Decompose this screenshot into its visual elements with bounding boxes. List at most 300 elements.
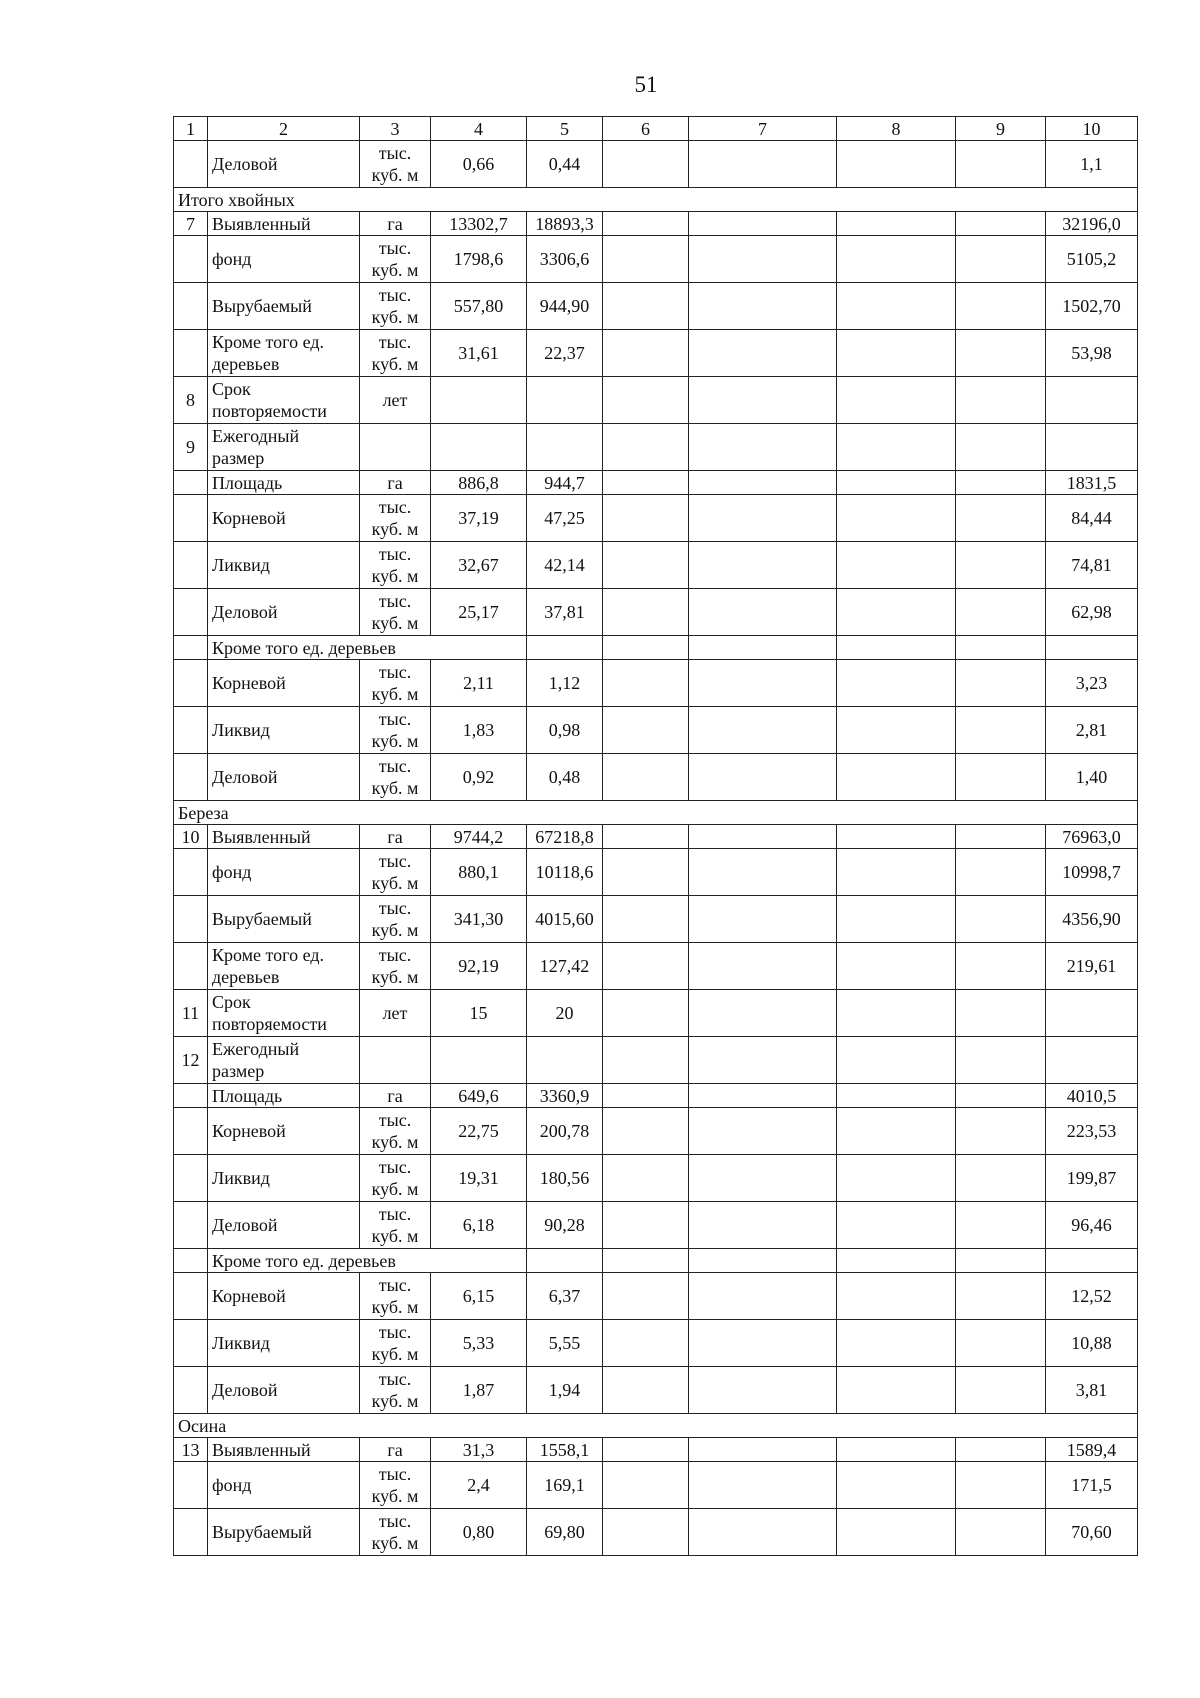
empty-cell [603, 1249, 689, 1273]
indicator-name: Ежегодный размер [208, 1037, 360, 1084]
value-col8 [837, 1202, 956, 1249]
value-col4: 649,6 [431, 1084, 527, 1108]
indicator-name: Площадь [208, 1084, 360, 1108]
value-col7 [689, 825, 837, 849]
table-row [174, 1320, 1138, 1367]
table-row [174, 542, 1138, 589]
row-number: 11 [174, 990, 208, 1037]
value-col10: 3,81 [1046, 1367, 1138, 1414]
value-col5: 47,25 [527, 495, 603, 542]
subsection-label: Кроме того ед. деревьев [208, 1249, 527, 1273]
value-col8 [837, 1509, 956, 1556]
value-col5 [527, 424, 603, 471]
value-col4: 25,17 [431, 589, 527, 636]
indicator-name: Вырубаемый [208, 283, 360, 330]
value-col7 [689, 849, 837, 896]
value-col4: 880,1 [431, 849, 527, 896]
value-col5: 90,28 [527, 1202, 603, 1249]
value-col10: 74,81 [1046, 542, 1138, 589]
value-col4: 0,92 [431, 754, 527, 801]
value-col10: 1831,5 [1046, 471, 1138, 495]
row-number [174, 471, 208, 495]
value-col6 [603, 660, 689, 707]
empty-cell [527, 1249, 603, 1273]
unit-cell: тыс. куб. м [360, 943, 431, 990]
value-col8 [837, 141, 956, 188]
value-col8 [837, 896, 956, 943]
table-row [174, 283, 1138, 330]
value-col8 [837, 212, 956, 236]
value-col10: 10998,7 [1046, 849, 1138, 896]
value-col4: 37,19 [431, 495, 527, 542]
row-number [174, 754, 208, 801]
value-col6 [603, 471, 689, 495]
value-col7 [689, 236, 837, 283]
value-col9 [956, 1155, 1046, 1202]
value-col8 [837, 660, 956, 707]
value-col8 [837, 1438, 956, 1462]
value-col7 [689, 1509, 837, 1556]
row-number [174, 141, 208, 188]
value-col4: 886,8 [431, 471, 527, 495]
indicator-name: Вырубаемый [208, 1509, 360, 1556]
row-number [174, 1509, 208, 1556]
value-col6 [603, 283, 689, 330]
unit-cell: тыс. куб. м [360, 754, 431, 801]
table-row [174, 1108, 1138, 1155]
column-header: 3 [360, 117, 431, 141]
unit-cell: тыс. куб. м [360, 1509, 431, 1556]
value-col8 [837, 990, 956, 1037]
row-number [174, 1367, 208, 1414]
unit-cell: тыс. куб. м [360, 1320, 431, 1367]
value-col7 [689, 141, 837, 188]
empty-cell [837, 636, 956, 660]
column-header-row [174, 117, 1138, 141]
value-col9 [956, 943, 1046, 990]
value-col5: 67218,8 [527, 825, 603, 849]
indicator-name: Вырубаемый [208, 896, 360, 943]
value-col9 [956, 754, 1046, 801]
value-col9 [956, 1037, 1046, 1084]
value-col10: 1,40 [1046, 754, 1138, 801]
value-col6 [603, 212, 689, 236]
value-col10: 76963,0 [1046, 825, 1138, 849]
value-col7 [689, 589, 837, 636]
table-row [174, 330, 1138, 377]
value-col6 [603, 330, 689, 377]
value-col8 [837, 424, 956, 471]
value-col9 [956, 1509, 1046, 1556]
value-col6 [603, 896, 689, 943]
value-col7 [689, 212, 837, 236]
table-row [174, 1155, 1138, 1202]
table-row [174, 495, 1138, 542]
value-col5: 1558,1 [527, 1438, 603, 1462]
subsection-label: Кроме того ед. деревьев [208, 636, 527, 660]
unit-cell: тыс. куб. м [360, 542, 431, 589]
section-label: Береза [174, 801, 1138, 825]
unit-cell: тыс. куб. м [360, 236, 431, 283]
value-col4: 15 [431, 990, 527, 1037]
value-col10 [1046, 990, 1138, 1037]
value-col8 [837, 471, 956, 495]
value-col9 [956, 707, 1046, 754]
value-col9 [956, 849, 1046, 896]
value-col10: 4010,5 [1046, 1084, 1138, 1108]
value-col7 [689, 471, 837, 495]
value-col4: 31,3 [431, 1438, 527, 1462]
value-col5: 3306,6 [527, 236, 603, 283]
empty-cell [837, 1249, 956, 1273]
value-col7 [689, 707, 837, 754]
value-col10: 5105,2 [1046, 236, 1138, 283]
table-row [174, 849, 1138, 896]
value-col6 [603, 1037, 689, 1084]
value-col4 [431, 424, 527, 471]
value-col9 [956, 1108, 1046, 1155]
value-col10: 53,98 [1046, 330, 1138, 377]
value-col10: 219,61 [1046, 943, 1138, 990]
row-number [174, 660, 208, 707]
value-col7 [689, 1367, 837, 1414]
value-col9 [956, 1202, 1046, 1249]
value-col6 [603, 1084, 689, 1108]
value-col10: 171,5 [1046, 1462, 1138, 1509]
value-col9 [956, 471, 1046, 495]
value-col9 [956, 542, 1046, 589]
value-col10: 3,23 [1046, 660, 1138, 707]
value-col5: 22,37 [527, 330, 603, 377]
row-number [174, 236, 208, 283]
table-row [174, 1509, 1138, 1556]
value-col6 [603, 1462, 689, 1509]
indicator-name: Срок повторяемости [208, 990, 360, 1037]
value-col6 [603, 542, 689, 589]
unit-cell: га [360, 825, 431, 849]
indicator-name: Деловой [208, 1367, 360, 1414]
indicator-name: Ежегодный размер [208, 424, 360, 471]
value-col8 [837, 754, 956, 801]
section-row [174, 1414, 1138, 1438]
row-number [174, 283, 208, 330]
indicator-name: Деловой [208, 589, 360, 636]
unit-cell: тыс. куб. м [360, 1108, 431, 1155]
section-label: Осина [174, 1414, 1138, 1438]
empty-cell [956, 1249, 1046, 1273]
row-number [174, 943, 208, 990]
row-number [174, 1249, 208, 1273]
table-row [174, 1438, 1138, 1462]
indicator-name: Деловой [208, 754, 360, 801]
table-row [174, 236, 1138, 283]
table-row [174, 471, 1138, 495]
value-col6 [603, 1509, 689, 1556]
row-number [174, 589, 208, 636]
table-row [174, 990, 1138, 1037]
column-header: 10 [1046, 117, 1138, 141]
value-col5: 944,90 [527, 283, 603, 330]
value-col7 [689, 1462, 837, 1509]
value-col4: 13302,7 [431, 212, 527, 236]
table-row [174, 660, 1138, 707]
value-col9 [956, 896, 1046, 943]
value-col9 [956, 1320, 1046, 1367]
row-number: 7 [174, 212, 208, 236]
row-number [174, 495, 208, 542]
value-col7 [689, 1320, 837, 1367]
unit-cell: тыс. куб. м [360, 660, 431, 707]
row-number [174, 1155, 208, 1202]
value-col9 [956, 660, 1046, 707]
indicator-name: Деловой [208, 1202, 360, 1249]
row-number: 13 [174, 1438, 208, 1462]
value-col8 [837, 1108, 956, 1155]
value-col8 [837, 1320, 956, 1367]
value-col10: 199,87 [1046, 1155, 1138, 1202]
value-col5: 0,48 [527, 754, 603, 801]
value-col9 [956, 990, 1046, 1037]
value-col4: 0,66 [431, 141, 527, 188]
value-col6 [603, 943, 689, 990]
row-number [174, 330, 208, 377]
value-col4: 557,80 [431, 283, 527, 330]
value-col7 [689, 896, 837, 943]
indicator-name: Ликвид [208, 1155, 360, 1202]
value-col7 [689, 283, 837, 330]
value-col8 [837, 1462, 956, 1509]
value-col6 [603, 1202, 689, 1249]
row-number: 8 [174, 377, 208, 424]
value-col9 [956, 377, 1046, 424]
column-header: 7 [689, 117, 837, 141]
table-body [174, 141, 1138, 1556]
value-col7 [689, 660, 837, 707]
value-col8 [837, 283, 956, 330]
indicator-name: Корневой [208, 660, 360, 707]
unit-cell: тыс. куб. м [360, 849, 431, 896]
value-col9 [956, 330, 1046, 377]
table-row [174, 1202, 1138, 1249]
value-col10: 70,60 [1046, 1509, 1138, 1556]
value-col6 [603, 1155, 689, 1202]
value-col6 [603, 1108, 689, 1155]
unit-cell: га [360, 1438, 431, 1462]
value-col4: 5,33 [431, 1320, 527, 1367]
table-row [174, 589, 1138, 636]
table-row [174, 212, 1138, 236]
value-col5 [527, 1037, 603, 1084]
table-row [174, 943, 1138, 990]
indicator-name: Выявленный [208, 825, 360, 849]
value-col10: 1,1 [1046, 141, 1138, 188]
value-col8 [837, 1037, 956, 1084]
unit-cell: га [360, 471, 431, 495]
indicator-name: Ликвид [208, 1320, 360, 1367]
indicator-name: Ликвид [208, 542, 360, 589]
column-header: 9 [956, 117, 1046, 141]
unit-cell: га [360, 212, 431, 236]
value-col6 [603, 849, 689, 896]
value-col10: 62,98 [1046, 589, 1138, 636]
indicator-name: Ликвид [208, 707, 360, 754]
value-col8 [837, 236, 956, 283]
indicator-name: Выявленный [208, 212, 360, 236]
table-row [174, 377, 1138, 424]
value-col6 [603, 1273, 689, 1320]
table-row [174, 1367, 1138, 1414]
empty-cell [689, 636, 837, 660]
value-col4: 31,61 [431, 330, 527, 377]
value-col4: 2,11 [431, 660, 527, 707]
column-header: 2 [208, 117, 360, 141]
table-row [174, 707, 1138, 754]
table-row [174, 141, 1138, 188]
value-col6 [603, 1367, 689, 1414]
value-col9 [956, 212, 1046, 236]
value-col6 [603, 1438, 689, 1462]
value-col6 [603, 377, 689, 424]
value-col10: 4356,90 [1046, 896, 1138, 943]
value-col5: 0,98 [527, 707, 603, 754]
value-col5: 5,55 [527, 1320, 603, 1367]
table-row [174, 825, 1138, 849]
row-number [174, 1273, 208, 1320]
value-col6 [603, 589, 689, 636]
value-col4: 22,75 [431, 1108, 527, 1155]
empty-cell [1046, 636, 1138, 660]
value-col5: 0,44 [527, 141, 603, 188]
value-col6 [603, 424, 689, 471]
unit-cell: тыс. куб. м [360, 330, 431, 377]
unit-cell [360, 424, 431, 471]
indicator-name: Площадь [208, 471, 360, 495]
value-col7 [689, 424, 837, 471]
value-col7 [689, 943, 837, 990]
value-col5 [527, 377, 603, 424]
value-col4: 6,15 [431, 1273, 527, 1320]
value-col4: 6,18 [431, 1202, 527, 1249]
value-col8 [837, 1155, 956, 1202]
value-col10: 223,53 [1046, 1108, 1138, 1155]
empty-cell [1046, 1249, 1138, 1273]
value-col8 [837, 330, 956, 377]
value-col9 [956, 1084, 1046, 1108]
section-row [174, 188, 1138, 212]
value-col4: 341,30 [431, 896, 527, 943]
value-col10: 1589,4 [1046, 1438, 1138, 1462]
unit-cell: тыс. куб. м [360, 141, 431, 188]
value-col8 [837, 589, 956, 636]
value-col9 [956, 141, 1046, 188]
section-row [174, 801, 1138, 825]
indicator-name: Кроме того ед. деревьев [208, 943, 360, 990]
value-col7 [689, 495, 837, 542]
value-col9 [956, 1367, 1046, 1414]
table-row [174, 1462, 1138, 1509]
value-col8 [837, 825, 956, 849]
row-number: 9 [174, 424, 208, 471]
value-col7 [689, 990, 837, 1037]
value-col9 [956, 424, 1046, 471]
value-col10: 84,44 [1046, 495, 1138, 542]
unit-cell: тыс. куб. м [360, 1273, 431, 1320]
value-col8 [837, 542, 956, 589]
value-col8 [837, 1273, 956, 1320]
value-col7 [689, 1273, 837, 1320]
value-col9 [956, 1273, 1046, 1320]
table-row [174, 1084, 1138, 1108]
value-col4: 1798,6 [431, 236, 527, 283]
value-col4 [431, 377, 527, 424]
value-col5: 69,80 [527, 1509, 603, 1556]
row-number [174, 707, 208, 754]
unit-cell [360, 1037, 431, 1084]
row-number [174, 1462, 208, 1509]
value-col5: 1,94 [527, 1367, 603, 1414]
indicator-name: Деловой [208, 141, 360, 188]
table-row [174, 424, 1138, 471]
value-col6 [603, 825, 689, 849]
row-number [174, 849, 208, 896]
value-col10: 1502,70 [1046, 283, 1138, 330]
empty-cell [603, 636, 689, 660]
unit-cell: тыс. куб. м [360, 1367, 431, 1414]
value-col4: 1,83 [431, 707, 527, 754]
indicator-name: Корневой [208, 1273, 360, 1320]
row-number: 10 [174, 825, 208, 849]
value-col7 [689, 1155, 837, 1202]
value-col5: 944,7 [527, 471, 603, 495]
row-number [174, 896, 208, 943]
column-header: 4 [431, 117, 527, 141]
row-number [174, 1202, 208, 1249]
value-col6 [603, 990, 689, 1037]
unit-cell: лет [360, 377, 431, 424]
value-col7 [689, 542, 837, 589]
unit-cell: тыс. куб. м [360, 1155, 431, 1202]
value-col7 [689, 1202, 837, 1249]
forest-fund-table [173, 116, 1138, 1556]
value-col4: 1,87 [431, 1367, 527, 1414]
column-header: 1 [174, 117, 208, 141]
value-col6 [603, 707, 689, 754]
value-col10: 2,81 [1046, 707, 1138, 754]
empty-cell [527, 636, 603, 660]
value-col4: 9744,2 [431, 825, 527, 849]
unit-cell: тыс. куб. м [360, 283, 431, 330]
value-col5: 1,12 [527, 660, 603, 707]
value-col8 [837, 943, 956, 990]
empty-cell [689, 1249, 837, 1273]
value-col5: 37,81 [527, 589, 603, 636]
unit-cell: тыс. куб. м [360, 495, 431, 542]
unit-cell: тыс. куб. м [360, 896, 431, 943]
value-col5: 169,1 [527, 1462, 603, 1509]
value-col10 [1046, 377, 1138, 424]
value-col7 [689, 1037, 837, 1084]
value-col6 [603, 236, 689, 283]
value-col9 [956, 1462, 1046, 1509]
table-row [174, 1273, 1138, 1320]
value-col4: 0,80 [431, 1509, 527, 1556]
value-col5: 200,78 [527, 1108, 603, 1155]
indicator-name: Выявленный [208, 1438, 360, 1462]
value-col5: 4015,60 [527, 896, 603, 943]
value-col10 [1046, 1037, 1138, 1084]
row-number [174, 1320, 208, 1367]
value-col5: 180,56 [527, 1155, 603, 1202]
